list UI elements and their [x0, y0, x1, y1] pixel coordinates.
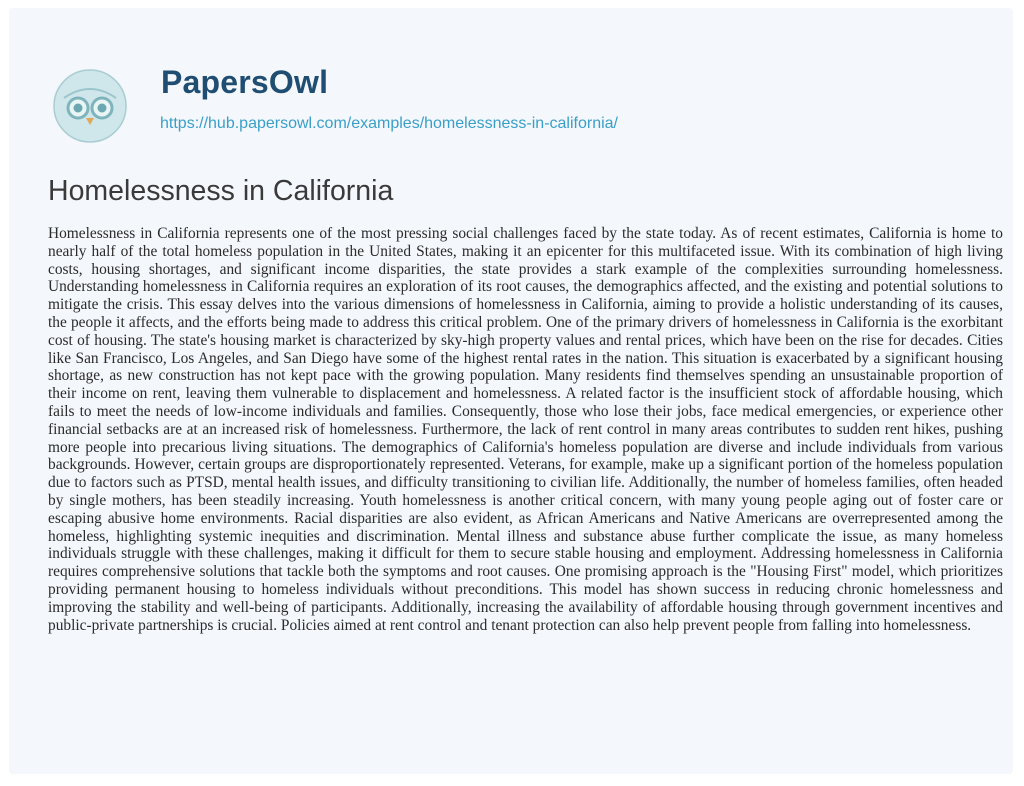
document-page	[9, 8, 1013, 774]
brand-name: PapersOwl	[161, 64, 329, 100]
source-url-link[interactable]: https://hub.papersowl.com/examples/homelessness-in-california/	[160, 115, 618, 132]
header	[9, 8, 1013, 156]
essay-body: Homelessness in California represents one of the most pressing social challenges faced by the state today. As of recent estimates, California is home to nearly half of the total homeless population in the United States, making it an epicenter for this multifaceted issue. With its combination of high living costs, housing shortages, and significant income disparities, the state provides a stark example of the complexities surrounding homelessness. Understanding homelessness in California requires an exploration of its root causes, the demographics affected, and the existing and potential solutions to mitigate the crisis. This essay delves into the various dimensions of homelessness in California, aiming to provide a holistic understanding of its causes, the people it affects, and the efforts being made to address this critical problem. One of the primary drivers of homelessness in California is the exorbitant cost of housing. The state's housing market is characterized by sky-high property values and rental prices, which have been on the rise for decades. Cities like San Francisco, Los Angeles, and San Diego have some of the highest rental rates in the nation. This situation is exacerbated by a significant housing shortage, as new construction has not kept pace with the growing population. Many residents find themselves spending an unsustainable proportion of their income on rent, leaving them vulnerable to displacement and homelessness. A related factor is the insufficient stock of affordable housing, which fails to meet the needs of low-income individuals and families. Consequently, those who lose their jobs, face medical emergencies, or experience other financial setbacks are at an increased risk of homelessness. Furthermore, the lack of rent control in many areas contributes to sudden rent hikes, pushing more people into precarious living situations. The demographics of California's homeless population are diverse and include individuals from various backgrounds. However, certain groups are disproportionately represented. Veterans, for example, make up a significant portion of the homeless population due to factors such as PTSD, mental health issues, and difficulty transitioning to civilian life. Additionally, the number of homeless families, often headed by single mothers, has been steadily increasing. Youth homelessness is another critical concern, with many young people aging out of foster care or escaping abusive home environments. Racial disparities are also evident, as African Americans and Native Americans are overrepresented among the homeless, highlighting systemic inequities and discrimination. Mental illness and substance abuse further complicate the issue, as many homeless individuals struggle with these challenges, making it difficult for them to secure stable housing and employment. Addressing homelessness in California requires comprehensive solutions that tackle both the symptoms and root causes. One promising approach is the "Housing First" model, which prioritizes providing permanent housing to homeless individuals without preconditions. This model has shown success in reducing chronic homelessness and improving the stability and well-being of participants. Additionally, increasing the availability of affordable housing through government incentives and public-private partnerships is crucial. Policies aimed at rent control and tenant protection can also help prevent people from falling into homelessness.	[48, 225, 1003, 634]
essay-title: Homelessness in California	[48, 175, 394, 207]
owl-logo-icon	[52, 68, 128, 144]
